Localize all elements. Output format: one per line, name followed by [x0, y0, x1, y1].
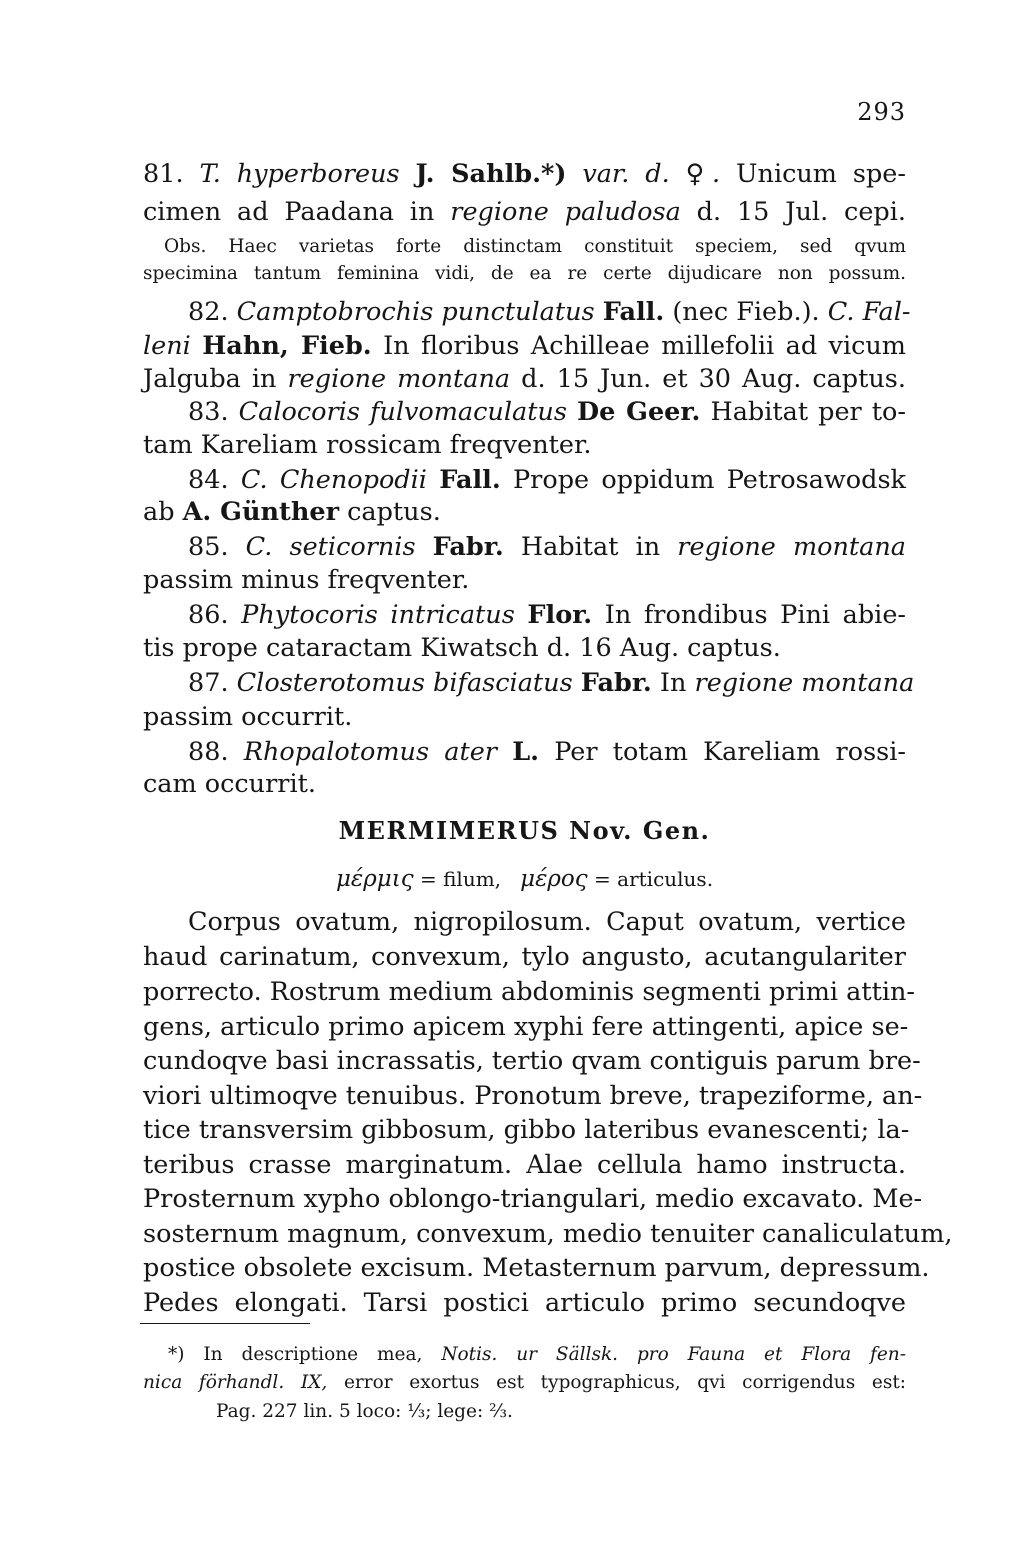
description-line: haud carinatum, convexum, tylo angusto, acutangulariter: [143, 942, 906, 972]
greek-word: μέρμις: [335, 866, 414, 892]
entry-82-line-3: [143, 364, 906, 394]
entry-84-line-2: [143, 497, 906, 527]
footnote-text: error exortus est typographicus, qvi corrigendus est:: [343, 1372, 906, 1393]
entry-85-line-2: passim minus freqventer.: [143, 565, 470, 595]
entry-number: 86.: [188, 600, 229, 630]
description-line: porrecto. Rostrum medium abdominis segmenti primi attin-: [143, 977, 916, 1007]
habitat-label: regione montana: [287, 364, 511, 394]
description-line: cundoqve basi incrassatis, tertio qvam contiguis parum bre-: [143, 1046, 921, 1076]
description-line: teribus crasse marginatum. Alae cellula hamo instructa.: [143, 1150, 906, 1180]
taxon-name: C. Fal-: [827, 297, 911, 327]
entry-82-line-1: [188, 297, 911, 327]
entry-text: Prope oppidum Petrosawodsk: [513, 465, 906, 495]
collector-name: A. Günther: [182, 497, 340, 527]
footnote-line-1: [168, 1340, 906, 1370]
habitat-label: regione montana: [677, 532, 907, 562]
author-name: De Geer.: [577, 397, 701, 427]
entry-86-line-1: [188, 600, 906, 630]
footnote-line-3: Pag. 227 lin. 5 loco: ⅓; lege: ⅔.: [216, 1401, 513, 1422]
entry-number: 82.: [188, 297, 229, 327]
footnote-citation: nica förhandl. IX,: [143, 1372, 328, 1393]
taxon-name: C. Chenopodii: [240, 465, 427, 495]
author-name: Fabr.: [432, 532, 504, 562]
entry-text: In floribus Achilleae millefolii ad vicum: [383, 331, 906, 361]
greek-word: μέρος: [520, 866, 588, 892]
observation-line-2: specimina tantum feminina vidi, de ea re certe dijudicare non possum.: [143, 263, 906, 284]
entry-text: In frondibus Pini abie-: [604, 600, 907, 630]
observation-line-1: Obs. Haec varietas forte distinctam constituit speciem, sed qvum: [164, 236, 906, 257]
author-name: Fall.: [602, 297, 665, 327]
entry-number: 81.: [143, 159, 184, 189]
entry-83-line-1: [188, 397, 906, 427]
description-line: Pedes elongati. Tarsi postici articulo primo secundoqve: [143, 1288, 906, 1318]
author-name: Fabr.: [580, 668, 652, 698]
taxon-name: Calocoris fulvomaculatus: [238, 397, 567, 427]
taxon-name: C. seticornis: [245, 532, 416, 562]
footnote-divider: [140, 1323, 310, 1324]
entry-87-line-2: passim occurrit.: [143, 702, 353, 732]
author-name: L.: [512, 737, 540, 767]
entry-82-line-2: [143, 331, 906, 361]
description-line: postice obsolete excisum. Metasternum parvum, depressum.: [143, 1253, 930, 1283]
entry-text: (nec Fieb.).: [672, 297, 820, 327]
footnote-citation: Notis. ur Sällsk. pro Fauna et Flora fen-: [441, 1344, 906, 1365]
taxon-name: Rhopalotomus ater: [243, 737, 497, 767]
description-line: viori ultimoqve tenuibus. Pronotum breve, trapeziforme, an-: [143, 1081, 923, 1111]
footnote-text: *) In descriptione mea,: [168, 1344, 423, 1365]
entry-number: 85.: [188, 532, 229, 562]
description-line: gens, articulo primo apicem xyphi fere attingenti, apice se-: [143, 1012, 909, 1042]
author-name: J. Sahlb.*): [415, 159, 567, 189]
taxon-name: Camptobrochis punctulatus: [236, 297, 595, 327]
description-line: Prosternum xypho oblongo-triangulari, medio excavato. Me-: [143, 1184, 923, 1214]
entry-text: Unicum spe-: [736, 159, 906, 189]
description-line: sosternum magnum, convexum, medio tenuiter canaliculatum,: [143, 1219, 953, 1249]
author-name: Flor.: [527, 600, 593, 630]
entry-number: 87.: [188, 668, 229, 698]
entry-text: Jalguba in: [143, 364, 277, 394]
entry-number: 83.: [188, 397, 229, 427]
description-line: tice transversim gibbosum, gibbo lateribus evanescenti; la-: [143, 1115, 910, 1145]
equals-sign: =: [594, 867, 611, 891]
entry-text: cimen ad Paadana in: [143, 197, 435, 227]
footnote-line-2: [143, 1368, 906, 1398]
author-name: Fall.: [439, 465, 501, 495]
entry-84-line-1: [188, 465, 906, 495]
entry-85-line-1: [188, 532, 906, 562]
equals-sign: =: [419, 867, 437, 891]
entry-81-line-2: [143, 197, 906, 227]
taxon-name: leni: [143, 331, 191, 361]
entry-86-line-2: tis prope cataractam Kiwatsch d. 16 Aug. captus.: [143, 633, 781, 663]
genus-heading: MERMIMERUS Nov. Gen.: [338, 816, 711, 845]
entry-87-line-1: [188, 668, 915, 698]
genus-abbrev: T.: [199, 159, 221, 189]
habitat-label: regione montana: [694, 668, 915, 698]
entry-83-line-2: tam Kareliam rossicam freqventer.: [143, 430, 592, 460]
entry-88-line-1: [188, 737, 906, 767]
entry-text: ab: [143, 497, 175, 527]
description-line: Corpus ovatum, nigropilosum. Caput ovatum, vertice: [188, 907, 906, 937]
entry-text: d. 15 Jun. et 30 Aug. captus.: [521, 364, 906, 394]
species-name: hyperboreus: [236, 159, 400, 189]
etymology-line: [143, 866, 906, 892]
taxon-name: Phytocoris intricatus: [241, 600, 515, 630]
variety-label: var. d. ♀.: [582, 159, 721, 189]
entry-text: Per totam Kareliam rossi-: [554, 737, 907, 767]
entry-number: 88.: [188, 737, 229, 767]
entry-text: d. 15 Jul. cepi.: [696, 197, 906, 227]
entry-81-line-1: [143, 159, 906, 189]
latin-meaning: filum,: [443, 867, 502, 891]
author-name: Hahn, Fieb.: [202, 331, 372, 361]
page-number: 293: [857, 98, 906, 126]
entry-text: captus.: [347, 497, 441, 527]
entry-text: Habitat in: [520, 532, 661, 562]
entry-88-line-2: cam occurrit.: [143, 769, 316, 799]
entry-text: Habitat per to-: [710, 397, 907, 427]
taxon-name: Closterotomus bifasciatus: [236, 668, 573, 698]
entry-text: In: [659, 668, 687, 698]
latin-meaning: articulus.: [617, 867, 714, 891]
habitat-label: regione paludosa: [450, 197, 681, 227]
entry-number: 84.: [188, 465, 229, 495]
